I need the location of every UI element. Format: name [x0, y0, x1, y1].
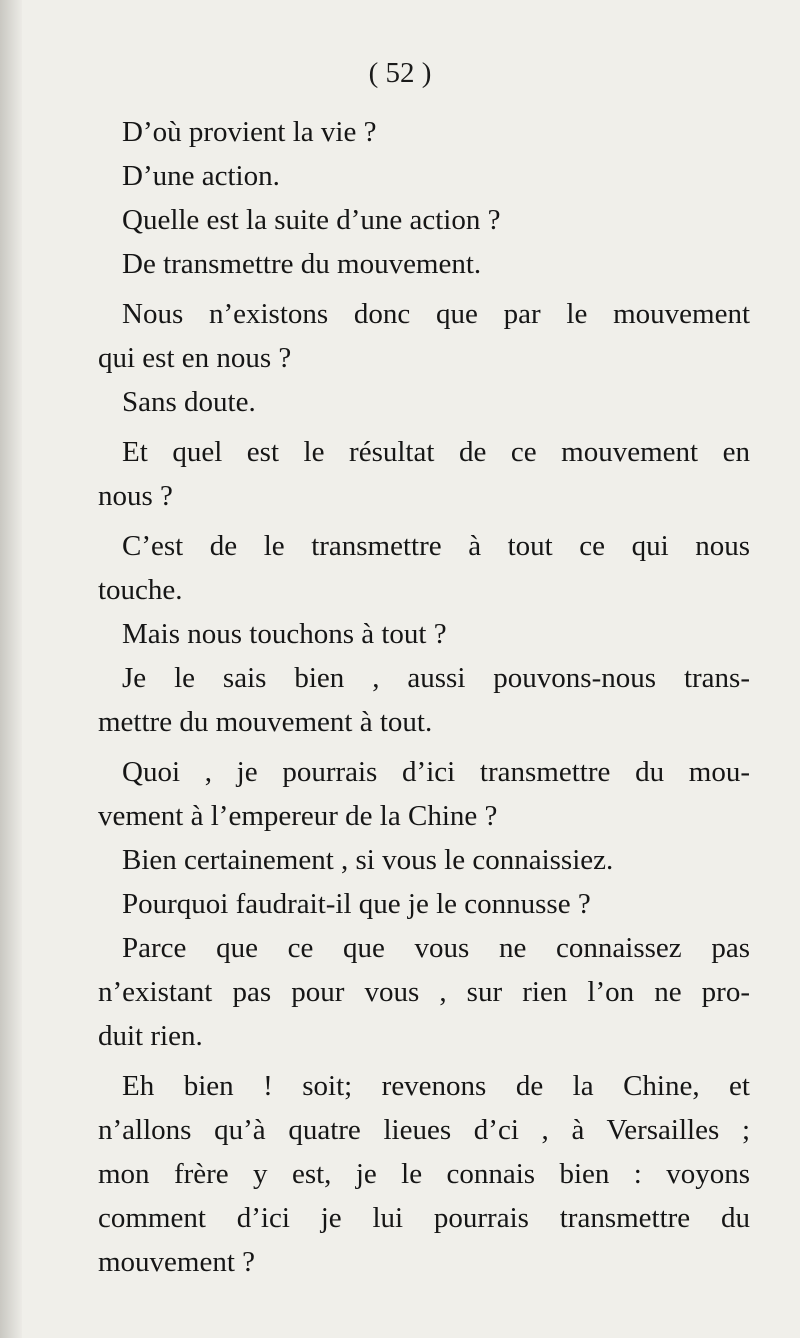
paragraph [98, 838, 750, 882]
paragraph [98, 242, 750, 286]
text-line: n’allons qu’à quatre lieues d’ci , à Versailles ; [98, 1114, 750, 1146]
text-line: Eh bien ! soit; revenons de la Chine, et [122, 1070, 750, 1102]
text-line: Bien certainement , si vous le connaissiez. [122, 844, 614, 876]
paragraph [98, 198, 750, 242]
text-line: mettre du mouvement à tout. [98, 706, 433, 738]
text-line: Nous n’existons donc que par le mouvement [122, 298, 750, 330]
text-line: Quelle est la suite d’une action ? [122, 204, 501, 236]
paragraph [98, 524, 750, 612]
gutter-shadow [0, 0, 22, 1338]
paragraph [98, 430, 750, 518]
text-line: n’existant pas pour vous , sur rien l’on ne pro- [98, 976, 750, 1008]
text-line: touche. [98, 574, 183, 606]
text-line: nous ? [98, 480, 173, 512]
paragraph [98, 1064, 750, 1284]
paragraph [98, 612, 750, 656]
text-line: Sans doute. [122, 386, 256, 418]
paragraph [98, 154, 750, 198]
text-line: D’une action. [122, 160, 280, 192]
text-line: duit rien. [98, 1020, 203, 1052]
paragraph [98, 292, 750, 380]
paragraph [98, 926, 750, 1058]
paragraph [98, 750, 750, 838]
text-line: D’où provient la vie ? [122, 116, 377, 148]
paragraph [98, 380, 750, 424]
text-line: vement à l’empereur de la Chine ? [98, 800, 498, 832]
paragraph [98, 882, 750, 926]
paragraph [98, 656, 750, 744]
text-line: mon frère y est, je le connais bien : voyons [98, 1158, 750, 1190]
text-line: mouvement ? [98, 1246, 256, 1278]
text-line: C’est de le transmettre à tout ce qui nous [122, 530, 750, 562]
text-line: Pourquoi faudrait-il que je le connusse ? [122, 888, 591, 920]
text-line: Parce que ce que vous ne connaissez pas [122, 932, 750, 964]
text-line: Et quel est le résultat de ce mouvement en [122, 436, 750, 468]
text-line: Quoi , je pourrais d’ici transmettre du mou- [122, 756, 750, 788]
text-line: Mais nous touchons à tout ? [122, 618, 447, 650]
paragraph [98, 110, 750, 154]
text-line: Je le sais bien , aussi pouvons-nous trans- [122, 662, 750, 694]
page-body [98, 110, 750, 1284]
page-number: ( 52 ) [368, 57, 432, 89]
text-line: qui est en nous ? [98, 342, 292, 374]
text-line: comment d’ici je lui pourrais transmettre du [98, 1202, 750, 1234]
text-line: De transmettre du mouvement. [122, 248, 482, 280]
